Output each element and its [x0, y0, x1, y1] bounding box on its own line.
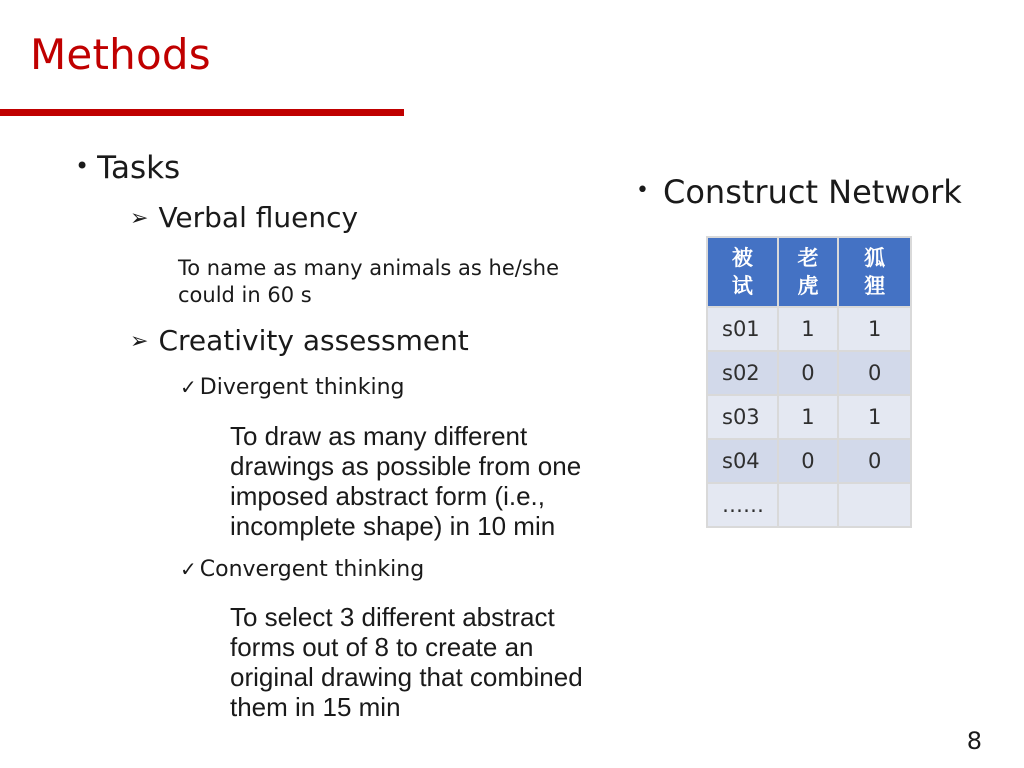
creativity-assessment-label: Creativity assessment [158, 324, 469, 357]
header-char: 老 [797, 246, 819, 270]
divergent-desc-line: imposed abstract form (i.e., [230, 481, 545, 511]
table-cell: 0 [779, 352, 838, 394]
bullet-dot-icon: • [75, 152, 90, 180]
table-cell: 1 [839, 308, 910, 350]
divergent-thinking-item [180, 375, 404, 400]
page-number: 8 [966, 727, 982, 755]
convergent-thinking-label: Convergent thinking [199, 557, 425, 582]
verbal-fluency-item [130, 201, 358, 234]
convergent-thinking-description [230, 602, 583, 722]
header-cell-subject [708, 238, 777, 306]
divergent-desc-line: drawings as possible from one [230, 451, 582, 481]
checkmark-icon: ✓ [180, 375, 197, 399]
convergent-desc-line: To select 3 different abstract [230, 602, 555, 632]
table-row [708, 396, 910, 438]
table-cell-subject: s02 [708, 352, 777, 394]
table-cell-subject: …… [708, 484, 777, 526]
convergent-desc-line: forms out of 8 to create an [230, 632, 534, 662]
table-cell-subject: s03 [708, 396, 777, 438]
table-cell: 0 [839, 352, 910, 394]
header-char: 狐 [864, 246, 886, 270]
table-row [708, 484, 910, 526]
header-cell-tiger [779, 238, 838, 306]
bullet-dot-icon: • [636, 178, 649, 203]
divergent-desc-line: To draw as many different [230, 421, 528, 451]
header-char: 被 [731, 246, 753, 270]
divergent-thinking-label: Divergent thinking [199, 375, 405, 400]
table-row [708, 308, 910, 350]
divergent-thinking-description [230, 421, 581, 541]
header-char: 狸 [864, 274, 886, 298]
table-cell: 0 [839, 440, 910, 482]
divergent-desc-line: incomplete shape) in 10 min [230, 511, 556, 541]
table-cell-subject: s04 [708, 440, 777, 482]
table-cell: 1 [779, 308, 838, 350]
title-underline [0, 109, 404, 116]
table-cell: 0 [779, 440, 838, 482]
tasks-bullet [75, 150, 180, 186]
slide-title: Methods [30, 30, 211, 79]
verbal-fluency-desc-line: To name as many animals as he/she [178, 256, 559, 280]
convergent-desc-line: them in 15 min [230, 692, 401, 722]
verbal-fluency-description [178, 255, 559, 309]
table-cell: 1 [779, 396, 838, 438]
creativity-assessment-item [130, 324, 469, 357]
table-cell [839, 484, 910, 526]
convergent-desc-line: original drawing that combined [230, 662, 583, 692]
network-table [706, 236, 912, 528]
network-table-header-row [708, 238, 910, 306]
header-char: 虎 [797, 274, 819, 298]
arrow-bullet-icon: ➢ [130, 329, 149, 354]
table-cell: 1 [839, 396, 910, 438]
checkmark-icon: ✓ [180, 557, 197, 581]
table-cell-subject: s01 [708, 308, 777, 350]
header-cell-fox [839, 238, 910, 306]
header-char: 试 [731, 274, 753, 298]
table-cell [779, 484, 838, 526]
convergent-thinking-item [180, 557, 424, 582]
arrow-bullet-icon: ➢ [130, 206, 149, 231]
tasks-heading: Tasks [97, 150, 181, 186]
construct-network-bullet [636, 173, 962, 211]
table-row [708, 440, 910, 482]
verbal-fluency-desc-line: could in 60 s [178, 283, 312, 307]
verbal-fluency-label: Verbal fluency [158, 201, 359, 234]
table-row [708, 352, 910, 394]
construct-network-heading: Construct Network [662, 173, 962, 211]
